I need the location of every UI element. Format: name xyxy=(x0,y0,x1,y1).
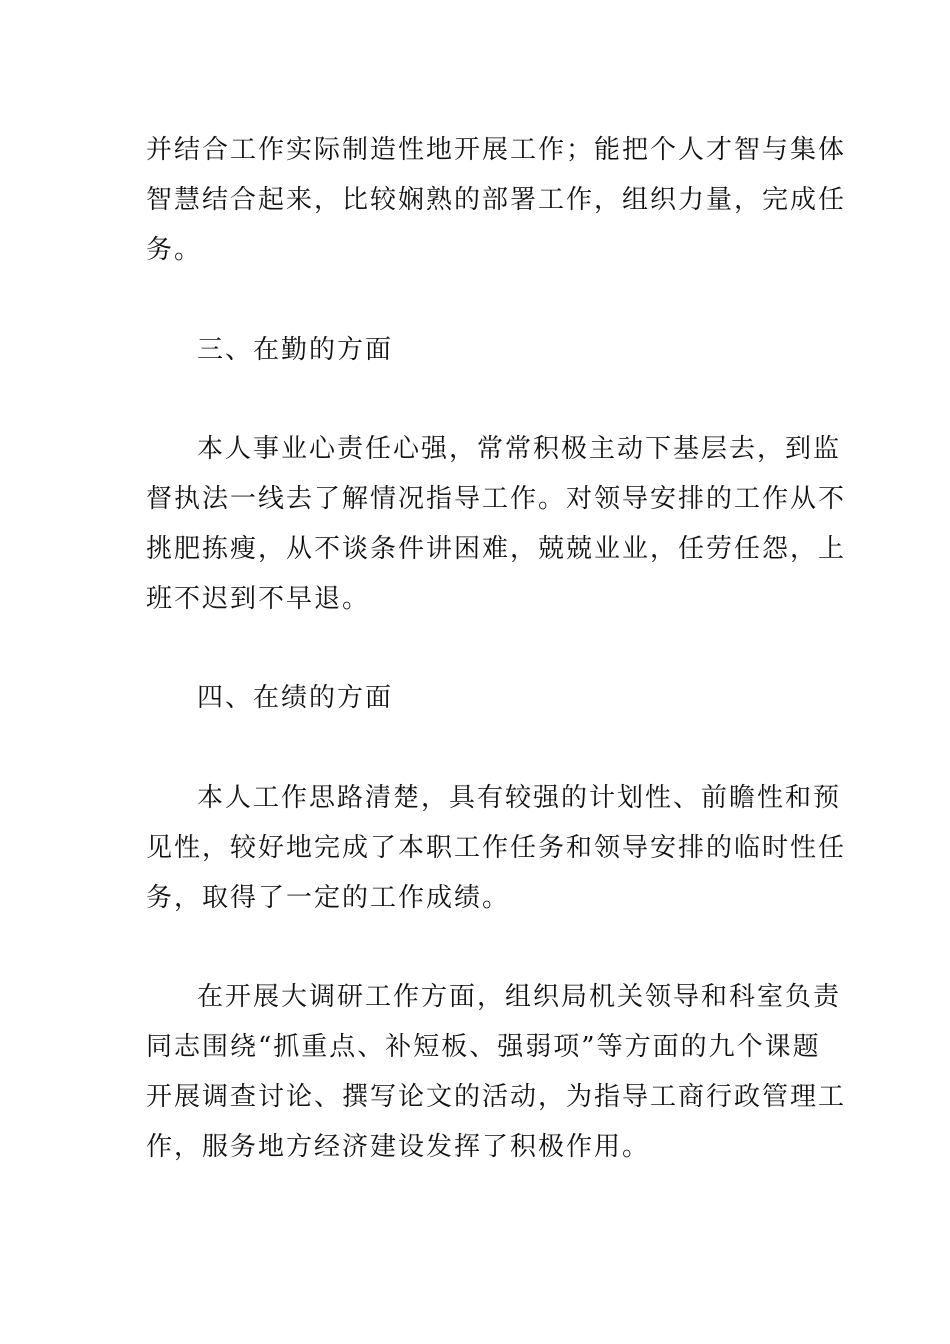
paragraph-line: 本人工作思路清楚，具有较强的计划性、前瞻性和预 xyxy=(197,783,842,813)
section-heading-4: 四、在绩的方面 xyxy=(197,683,394,713)
paragraph-line: 挑肥拣瘦，从不谈条件讲困难，兢兢业业，任劳任怨，上 xyxy=(146,534,847,564)
paragraph-line: 务。 xyxy=(146,235,203,265)
paragraph-line: 务，取得了一定的工作成绩。 xyxy=(146,883,511,913)
paragraph-line: 在开展大调研工作方面，组织局机关领导和科室负责 xyxy=(197,982,842,1012)
paragraph-line: 作，服务地方经济建设发挥了积极作用。 xyxy=(146,1132,651,1162)
paragraph-line: 班不迟到不早退。 xyxy=(146,584,371,614)
paragraph-line: 智慧结合起来，比较娴熟的部署工作，组织力量，完成任 xyxy=(146,185,847,215)
paragraph-line: 本人事业心责任心强，常常积极主动下基层去，到监 xyxy=(197,434,842,464)
section-heading-3: 三、在勤的方面 xyxy=(197,335,394,365)
paragraph-line: 并结合工作实际制造性地开展工作；能把个人才智与集体 xyxy=(146,135,847,165)
paragraph-line: 同志围绕“抓重点、补短板、强弱项”等方面的九个课题 xyxy=(146,1032,821,1062)
paragraph-line: 见性，较好地完成了本职工作任务和领导安排的临时性任 xyxy=(146,833,847,863)
paragraph-line: 督执法一线去了解情况指导工作。对领导安排的工作从不 xyxy=(146,484,847,514)
paragraph-line: 开展调查讨论、撰写论文的活动，为指导工商行政管理工 xyxy=(146,1082,847,1112)
